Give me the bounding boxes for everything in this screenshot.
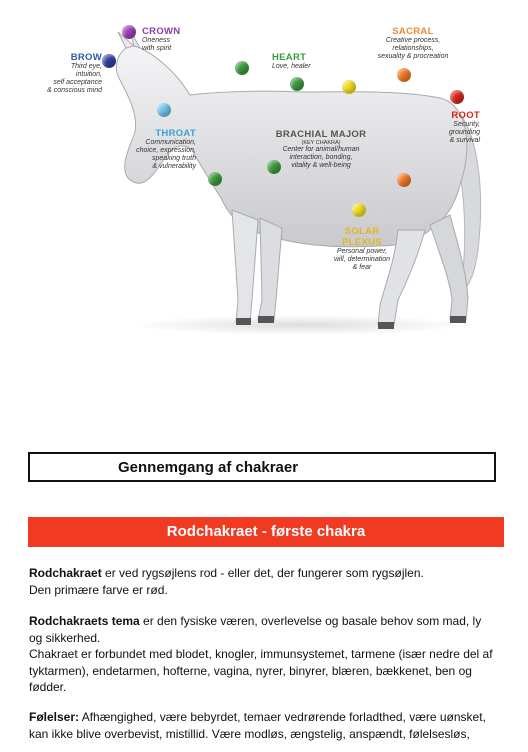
brachial-sub: (KEY CHAKRA) <box>301 140 341 146</box>
throat-chakra-dot <box>157 103 171 117</box>
p2-text: er den fysiske væren, overlevelse og basale behov som mad, ly <box>139 614 482 628</box>
section-title: Rodchakraet - første chakra <box>166 523 366 540</box>
brachial-title: BRACHIAL MAJOR <box>275 129 367 140</box>
brow-title: BROW <box>70 52 102 63</box>
solar-title-2: PLEXUS <box>342 237 382 248</box>
sacral-desc: relationships, <box>392 45 434 52</box>
brow-desc: self acceptance <box>53 79 102 86</box>
root-chakra-dot <box>450 90 464 104</box>
heart-desc: Love, healer <box>272 63 311 70</box>
p4-bold: Følelser: <box>29 710 80 724</box>
p4-text: Afhængighed, være bebyrdet, temaer vedrørende forladthed, være uønsket, <box>79 710 486 724</box>
root-desc: & survival <box>449 137 480 144</box>
throat-label <box>118 128 196 171</box>
crown-label <box>142 26 180 53</box>
p1-text: er ved rygsøjlens rod - eller det, der fungerer som rygsøjlen. <box>101 566 424 580</box>
root-label <box>440 110 480 145</box>
brow-desc: Third eye, <box>70 63 102 70</box>
heart-chakra-dot-upper <box>235 61 249 75</box>
throat-desc: speaking truth <box>152 155 196 162</box>
heart-title: HEART <box>272 52 307 63</box>
sacral-label <box>368 26 458 61</box>
p3-line3: fødder. <box>29 680 67 694</box>
brow-label <box>38 52 102 95</box>
p1-line2: Den primære farve er rød. <box>29 582 168 597</box>
crown-title: CROWN <box>142 26 181 37</box>
overview-title: Gennemgang af chakraer <box>118 459 299 476</box>
chakra-horse-illustration <box>0 0 528 345</box>
sacral-desc: Creative process, <box>385 37 441 44</box>
sacral-desc: sexuality & procreation <box>377 53 449 60</box>
root-desc: Security, <box>453 121 480 128</box>
p2-line2: og sikkerhed. <box>29 630 101 645</box>
brachial-desc: interaction, bonding, <box>289 154 353 161</box>
p1-bold: Rodchakraet <box>29 566 102 580</box>
brachial-label <box>258 129 384 170</box>
section-title-bar <box>28 517 504 547</box>
root-desc: grounding <box>448 129 480 136</box>
sacral-title: SACRAL <box>392 26 434 37</box>
heart-label <box>272 52 311 71</box>
solar-plexus-dot <box>352 203 366 217</box>
brow-chakra-dot <box>102 54 116 68</box>
solar-plexus-dot-upper <box>342 80 356 94</box>
p3-line1: Chakraet er forbundet med blodet, knogler, immunsystemet, tarmene (især nedre del af <box>29 647 493 661</box>
solar-title: SOLAR <box>344 226 380 237</box>
solar-plexus-label <box>318 226 406 272</box>
throat-desc: Communication, <box>145 139 196 146</box>
heart-chakra-dot <box>290 77 304 91</box>
brachial-desc: vitality & well-being <box>291 162 351 169</box>
throat-chakra-dot-lower <box>208 172 222 186</box>
paragraph-4 <box>29 709 507 742</box>
root-title: ROOT <box>451 110 480 121</box>
overview-title-box <box>28 452 496 482</box>
sacral-chakra-dot <box>397 68 411 82</box>
paragraph-2 <box>29 613 507 696</box>
p3-line2: tyktarmen), endetarmen, hofterne, vagina, nyrer, binyrer, blæren, bækkenet, ben og <box>29 663 472 678</box>
p2-bold: Rodchakraets tema <box>29 614 140 628</box>
p4-line2: kan ikke blive overbevist, mistillid. Være modløs, ængstelig, anspændt, følelsesløs, <box>29 726 470 741</box>
brow-desc: intuition, <box>75 71 102 78</box>
paragraph-1 <box>29 565 507 598</box>
crown-desc: with spirit <box>142 45 172 52</box>
crown-desc: Oneness <box>142 37 171 44</box>
brachial-desc: Center for animal/human <box>282 146 360 153</box>
throat-desc: choice, expression, <box>136 147 196 154</box>
solar-desc: will, determination <box>333 256 391 263</box>
sacral-chakra-dot-lower <box>397 173 411 187</box>
crown-chakra-dot <box>122 25 136 39</box>
throat-title: THROAT <box>155 128 196 139</box>
solar-desc: Personal power, <box>336 248 388 255</box>
throat-desc: & vulnerability <box>152 163 196 170</box>
solar-desc: & fear <box>352 264 372 271</box>
brow-desc: & conscious mind <box>47 87 102 94</box>
